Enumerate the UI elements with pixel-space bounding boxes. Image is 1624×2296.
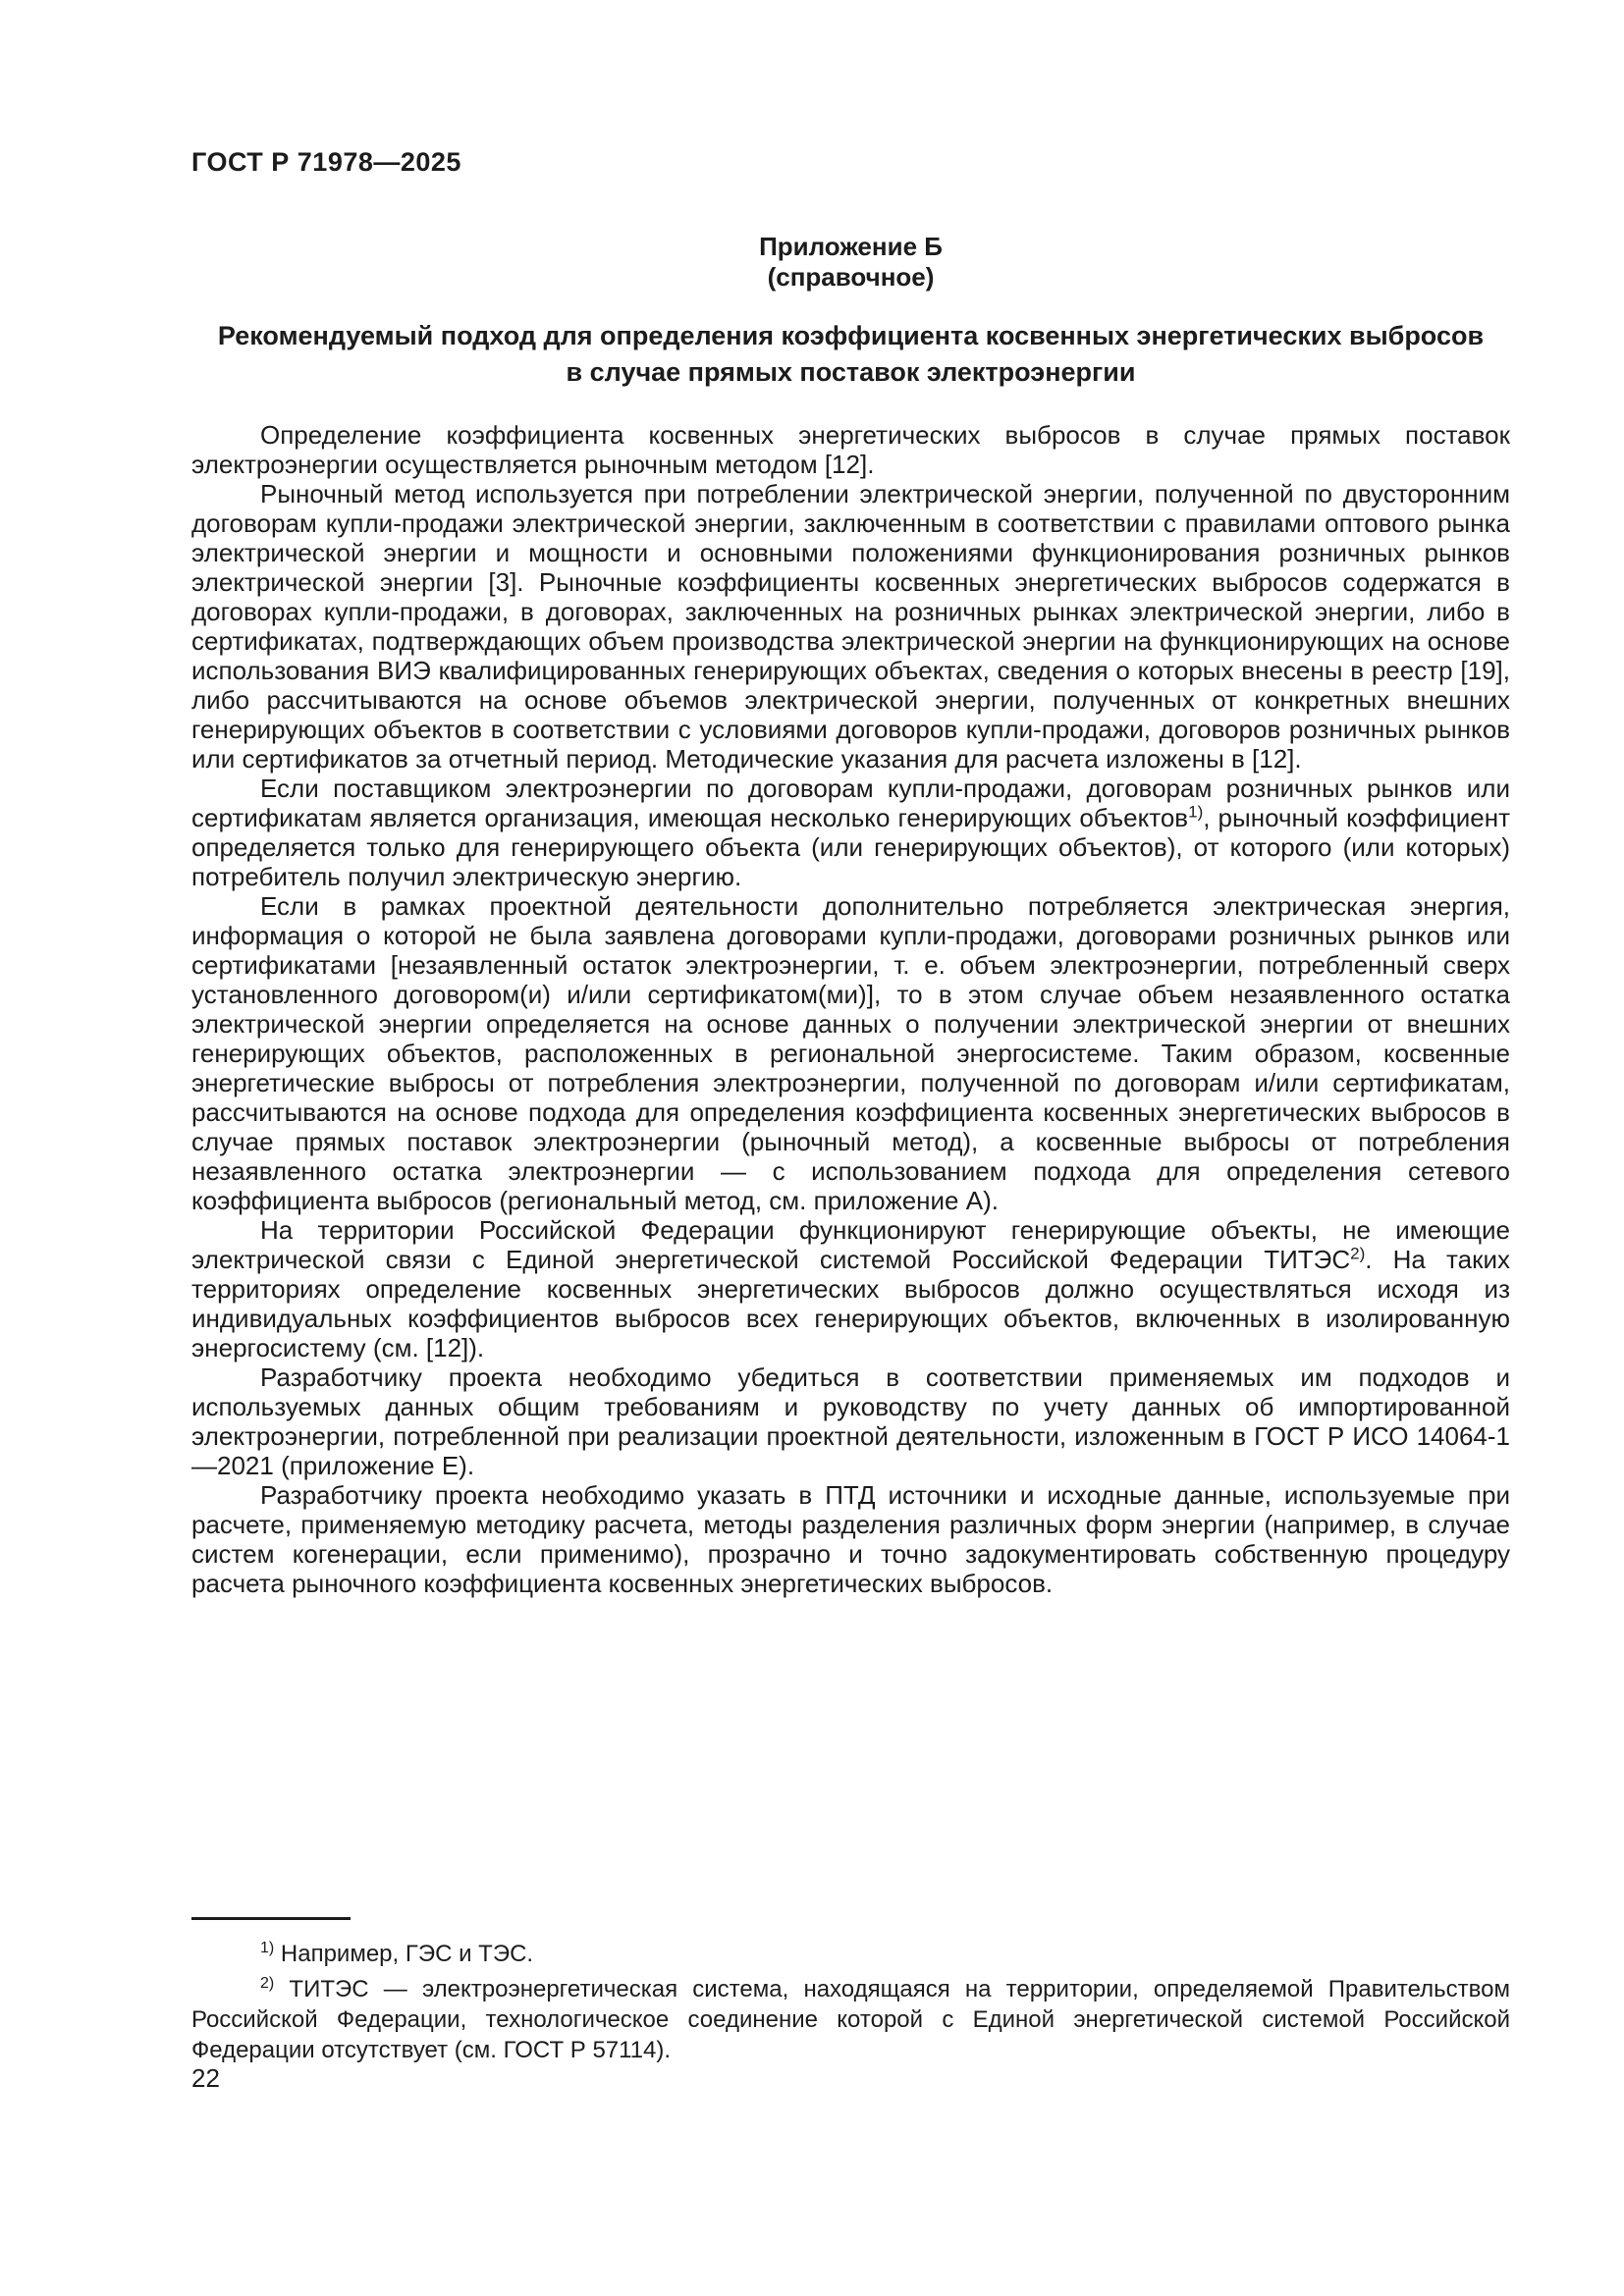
footnote-1-text: Например, ГЭС и ТЭС. [274, 1941, 534, 1967]
footnote-1-marker: 1) [260, 1940, 275, 1956]
paragraph-text: На территории Российской Федерации функционируют генерирующие объекты, не имеющие электрической связи с Единой энергетической системой Российской Федерации ТИТЭС [191, 1215, 1510, 1274]
appendix-type: (справочное) [767, 262, 935, 292]
footnote-1 [191, 1939, 1510, 1969]
appendix-heading [191, 232, 1510, 293]
footnote-ref-2: 2) [1350, 1244, 1366, 1263]
paragraph-5 [191, 1215, 1510, 1362]
footnote-separator [191, 1917, 351, 1920]
standard-code: ГОСТ Р 71978—2025 [191, 147, 461, 177]
paragraph-text: Если поставщиком электроэнергии по договорам купли-продажи, договорам розничных рынков или сертификатам является организация, имеющая несколько генерирующих объектов [191, 774, 1510, 832]
paragraph-6: Разработчику проекта необходимо убедиться в соответствии применяемых им подходов и используемых данных общим требованиям и руководству по учету данных об импортированной электроэнергии, потребленной при реализации проектной деятельности, изложенным в ГОСТ Р ИСО 14064-1—2021 (приложение Е). [191, 1362, 1510, 1480]
body-text [191, 420, 1510, 1598]
appendix-title-line1: Рекомендуемый подход для определения коэффициента косвенных энергетических выбросов [217, 321, 1485, 350]
footnote-2-text: ТИТЭС — электроэнергетическая система, находящаяся на территории, определяемой Правительством Российской Федерации, технологическое соединение которой с Единой энергетической системой Российской Федерации отсутствует (см. ГОСТ Р 57114). [191, 1976, 1510, 2063]
paragraph-7: Разработчику проекта необходимо указать в ПТД источники и исходные данные, используемые при расчете, применяемую методику расчета, методы разделения различных форм энергии (например, в случае систем когенерации, если применимо), прозрачно и точно задокументировать собственную процедуру расчета рыночного коэффициента косвенных энергетических выбросов. [191, 1480, 1510, 1598]
paragraph-text: , рыночный коэффициент определяется только для генерирующего объекта (или генерирующих объектов), от которого (или которых) потребитель получил электрическую энергию. [191, 803, 1510, 891]
footnote-ref-1: 1) [1188, 802, 1204, 822]
footnote-2 [191, 1974, 1510, 2065]
page-number: 22 [191, 2063, 220, 2093]
footnote-2-marker: 2) [260, 1975, 275, 1992]
paragraph-3 [191, 774, 1510, 891]
appendix-title-line2: в случае прямых поставок электроэнергии [566, 357, 1136, 387]
paragraph-2: Рыночный метод используется при потреблении электрической энергии, полученной по двусторонним договорам купли-продажи электрической энергии, заключенным в соответствии с правилами оптового рынка электрической энергии и мощности и основными положениями функционирования розничных рынков электрической энергии [3]. Рыночные коэффициенты косвенных энергетических выбросов содержатся в договорах купли-продажи, в договорах, заключенных на розничных рынках электрической энергии, либо в сертификатах, подтверждающих объем производства электрической энергии на функционирующих на основе использования ВИЭ квалифицированных генерирующих объектах, сведения о которых внесены в реестр [19], либо рассчитываются на основе объемов электрической энергии, полученных от конкретных внешних генерирующих объектов в соответствии с условиями договоров купли-продажи, договоров розничных рынков или сертификатов за отчетный период. Методические указания для расчета изложены в [12]. [191, 479, 1510, 774]
paragraph-text: . На таких территориях определение косвенных энергетических выбросов должно осуществляться исходя из индивидуальных коэффициентов выбросов всех генерирующих объектов, включенных в изолированную энергосистему (см. [12]). [191, 1245, 1510, 1362]
paragraph-1: Определение коэффициента косвенных энергетических выбросов в случае прямых поставок электроэнергии осуществляется рыночным методом [12]. [191, 420, 1510, 479]
appendix-title [191, 318, 1510, 391]
footnotes-section [191, 1917, 1510, 2065]
appendix-label: Приложение Б [759, 232, 943, 261]
paragraph-4: Если в рамках проектной деятельности дополнительно потребляется электрическая энергия, информация о которой не была заявлена договорами купли-продажи, договорами розничных рынков или сертификатами [незаявленный остаток электроэнергии, т. е. объем электроэнергии, потребленный сверх установленного договором(и) и/или сертификатом(ми)], то в этом случае объем незаявленного остатка электрической энергии определяется на основе данных о получении электрической энергии от внешних генерирующих объектов, расположенных в региональной энергосистеме. Таким образом, косвенные энергетические выбросы от потребления электроэнергии, полученной по договорам и/или сертификатам, рассчитываются на основе подхода для определения коэффициента косвенных энергетических выбросов в случае прямых поставок электроэнергии (рыночный метод), а косвенные выбросы от потребления незаявленного остатка электроэнергии — с использованием подхода для определения сетевого коэффициента выбросов (региональный метод, см. приложение А). [191, 891, 1510, 1215]
